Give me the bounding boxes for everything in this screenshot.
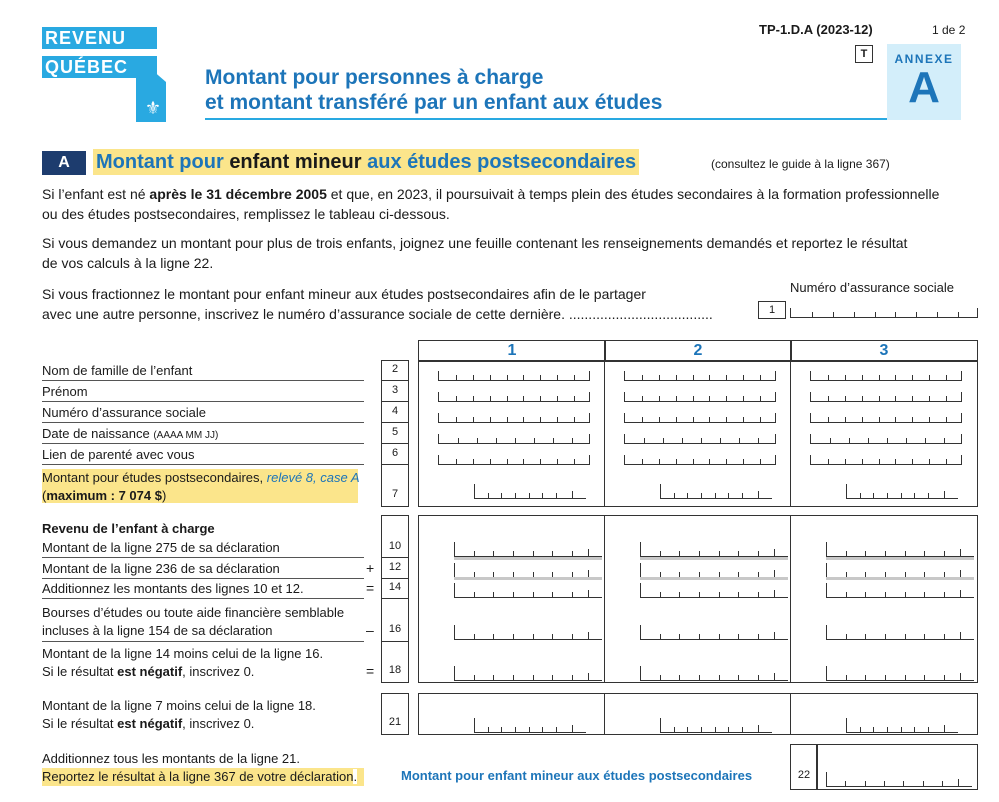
row-divider [42,598,364,599]
p1-text-c: ou des études postsecondaires, remplissez le tableau ci-dessous. [42,206,450,222]
row-12-col-1-amount[interactable] [454,563,602,578]
section-title-part2: enfant mineur [229,151,362,173]
svg-text:⚜: ⚜ [144,98,162,119]
operator-equals: = [366,663,375,679]
row-4-col-1-input[interactable] [438,413,590,423]
row-21-col-2-amount[interactable] [660,718,772,733]
row-divider [42,443,364,444]
row-21-col-3-amount[interactable] [846,718,958,733]
label-row-2: Nom de famille de l’enfant [42,363,193,378]
label-row-22-a: Additionnez tous les montants de la ligne 21. [42,751,301,766]
label-row-10: Montant de la ligne 275 de sa déclaration [42,540,280,555]
label-row-22-dot: . [353,769,358,784]
row-divider [381,641,409,642]
col-divider [790,360,791,506]
row-divider [381,578,409,579]
section-title-part3: aux études postsecondaires [367,151,637,173]
p2-text: Si vous demandez un montant pour plus de trois enfants, joignez une feuille contenant les renseignements demandés et reportez le résultat [42,235,908,251]
col-divider [604,693,605,734]
label-row-7-italic: relevé 8, case A [266,470,360,485]
logo-flag-icon [136,56,166,122]
label-row-18-b2: , inscrivez 0. [182,664,255,679]
row-18-col-1-amount[interactable] [454,666,602,681]
label-row-21-bold: est négatif [117,716,183,731]
row-5-col-2-input[interactable] [624,434,776,444]
row-6-col-3-input[interactable] [810,455,962,465]
row-divider [381,401,409,402]
row-6-col-2-input[interactable] [624,455,776,465]
annexe-label: ANNEXE [894,52,954,66]
income-frame [418,515,978,683]
row-2-col-1-input[interactable] [438,371,590,381]
column-header-2: 2 [604,340,792,362]
line-22-total-amount[interactable] [826,772,972,787]
label-row-16-b: incluses à la ligne 154 de sa déclaration [42,623,273,638]
col-divider [790,515,791,682]
label-row-21-b2: , inscrivez 0. [182,716,255,731]
page-info: 1 de 2 [932,23,966,37]
label-row-21-a: Montant de la ligne 7 moins celui de la ligne 18. [42,698,316,713]
label-row-22-b-text: Reportez le résultat à la ligne 367 de votre déclaration [42,769,354,784]
income-heading: Revenu de l’enfant à charge [42,521,215,536]
line-2-number: 2 [391,363,399,375]
label-row-18-b1: Si le résultat [42,664,118,679]
label-row-18-bold: est négatif [117,664,183,679]
column-header-3: 3 [790,340,978,362]
row-3-col-2-input[interactable] [624,392,776,402]
paragraph-1 [42,184,977,224]
line-1-number: 1 [758,301,786,319]
p3-text-b: avec une autre personne, inscrivez le numéro d’assurance sociale de cette dernière. ..................................... [42,306,713,322]
subtotal-rule [640,577,788,580]
line-21-number: 21 [388,716,402,728]
number-box-22 [790,744,818,790]
row-2-col-2-input[interactable] [624,371,776,381]
p1-bold: après le 31 décembre 2005 [149,186,327,202]
row-divider [381,598,409,599]
column-header-1: 1 [418,340,606,362]
t-mark: T [855,45,873,63]
line-12-number: 12 [388,561,402,573]
operator-minus: – [366,622,374,638]
p1-text-b: et que, en 2023, il poursuivait à temps plein des études secondaires à la formation professionnelle [326,186,940,202]
line-10-number: 10 [388,540,402,552]
row-divider [381,443,409,444]
label-row-16 [42,604,344,640]
p1-text: Si l’enfant est né [42,186,150,202]
row-4-col-2-input[interactable] [624,413,776,423]
row-16-col-1-amount[interactable] [454,625,602,640]
line-4-number: 4 [391,405,399,417]
row-12-col-3-amount[interactable] [826,563,974,578]
number-column-21 [381,693,409,735]
row-10-col-3-amount[interactable] [826,542,974,557]
row-divider [42,401,364,402]
label-row-6: Lien de parenté avec vous [42,447,195,462]
row-divider [381,380,409,381]
row-divider [381,464,409,465]
section-title-part1: Montant pour [96,151,224,173]
line-14-number: 14 [388,581,402,593]
operator-equals: = [366,580,375,596]
p3-text: Si vous fractionnez le montant pour enfant mineur aux études postsecondaires afin de le partager [42,286,646,302]
paragraph-2 [42,233,977,273]
label-row-5-text: Date de naissance [42,426,150,441]
row-10-col-1-amount[interactable] [454,542,602,557]
row-14-col-2-amount[interactable] [640,583,788,598]
row-divider [381,422,409,423]
row-divider [42,641,364,642]
label-row-22-b [42,768,364,786]
form-code: TP-1.D.A (2023-12) [759,22,873,37]
label-row-4: Numéro d’assurance sociale [42,405,207,420]
nas-label: Numéro d’assurance sociale [790,280,955,295]
row-14-col-1-amount[interactable] [454,583,602,598]
label-row-21 [42,697,316,733]
row-4-col-3-input[interactable] [810,413,962,423]
spouse-nas-input[interactable] [790,308,978,318]
row-2-col-3-input[interactable] [810,371,962,381]
subtotal-rule [826,577,974,580]
label-row-21-b1: Si le résultat [42,716,118,731]
row-divider [42,464,364,465]
paren-close: ) [161,488,167,503]
line-5-number: 5 [391,426,399,438]
label-row-12: Montant de la ligne 236 de sa déclaration [42,561,280,576]
page-title-line1: Montant pour personnes à charge [205,66,544,89]
line-16-number: 16 [388,623,402,635]
guide-note: (consultez le guide à la ligne 367) [711,157,890,171]
operator-plus: + [366,560,375,576]
row-6-col-1-input[interactable] [438,455,590,465]
row-18-col-2-amount[interactable] [640,666,788,681]
row-divider [42,380,364,381]
label-row-18 [42,645,323,681]
row-3-col-3-input[interactable] [810,392,962,402]
row-5-col-1-input[interactable] [438,434,590,444]
subtotal-rule [640,557,788,560]
row-16-col-3-amount[interactable] [826,625,974,640]
paragraph-3 [42,284,762,324]
row-16-col-2-amount[interactable] [640,625,788,640]
row-divider [381,557,409,558]
row-14-col-3-amount[interactable] [826,583,974,598]
subtotal-rule [454,577,602,580]
col-divider [604,515,605,682]
row-21-col-1-amount[interactable] [474,718,586,733]
maximum-amount: maximum : 7 074 $ [46,488,162,503]
label-row-5 [42,425,218,445]
row-5-col-3-input[interactable] [810,434,962,444]
row-12-col-2-amount[interactable] [640,563,788,578]
subtotal-rule [826,557,974,560]
row-divider [42,422,364,423]
line-18-number: 18 [388,664,402,676]
col-divider [790,693,791,734]
date-format-hint: (AAAA MM JJ) [153,430,219,441]
row-7-col-2-amount[interactable] [660,484,772,499]
row-7-col-1-amount[interactable] [474,484,586,499]
row-divider [42,578,364,579]
annexe-letter: A [908,63,940,112]
title-rule [205,118,887,120]
section-letter: A [42,151,86,175]
subtotal-rule [454,557,602,560]
logo-line1: REVENU [42,27,157,49]
section-title [93,149,639,175]
label-row-7 [42,469,360,505]
page-title-line2: et montant transféré par un enfant aux études [205,91,663,114]
label-row-3: Prénom [42,384,88,399]
paren-open: ( [42,488,47,503]
line-3-number: 3 [391,384,399,396]
label-row-18-a: Montant de la ligne 14 moins celui de la ligne 16. [42,646,324,661]
p2-text-b: de vos calculs à la ligne 22. [42,255,214,271]
line-6-number: 6 [391,447,399,459]
label-row-14: Additionnez les montants des lignes 10 et 12. [42,581,304,596]
line-7-number: 7 [391,488,399,500]
label-row-16-a: Bourses d’études ou toute aide financière semblable [42,605,345,620]
row-divider [42,557,364,558]
label-row-7-text: Montant pour études postsecondaires, [42,470,267,485]
row-10-col-2-amount[interactable] [640,542,788,557]
row-18-col-3-amount[interactable] [826,666,974,681]
line-22-number: 22 [797,769,811,781]
row-3-col-1-input[interactable] [438,392,590,402]
col-divider [604,360,605,506]
row-7-col-3-amount[interactable] [846,484,958,499]
annexe-box [887,44,961,120]
line-22-description: Montant pour enfant mineur aux études postsecondaires [401,768,753,783]
logo-line2: QUÉBEC [42,56,157,78]
